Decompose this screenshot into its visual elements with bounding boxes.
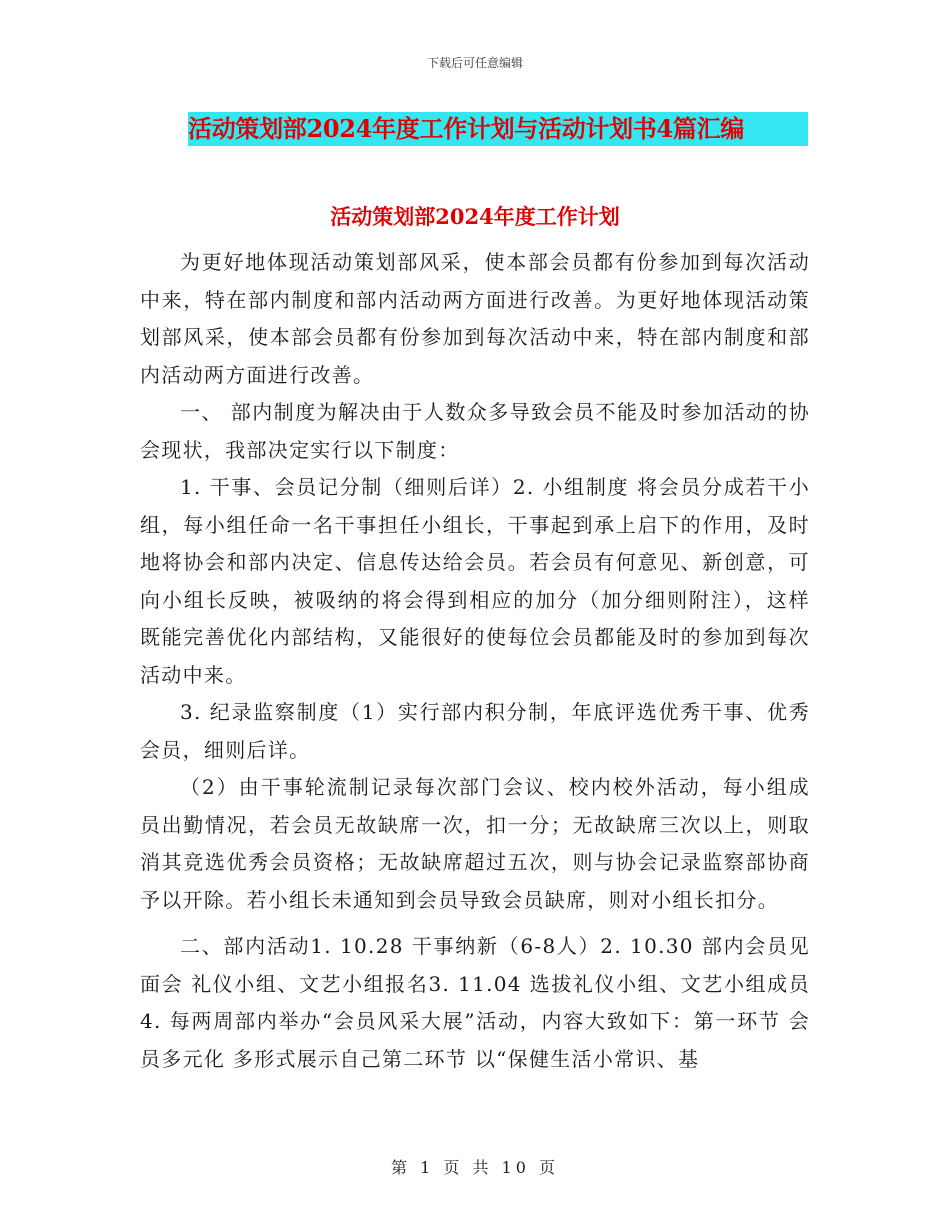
page-footer: 第 1 页 共 10 页 <box>391 1158 559 1177</box>
paragraph-rules: 1. 干事、会员记分制（细则后详）2. 小组制度 将会员分成若干小组，每小组任命一名干事担任小组长，干事起到承上启下的作用，及时地将协会和部内决定、信息传达给会员。若会员有何意见、新创意，可向小组长反映，被吸纳的将会得到相应的加分（加分细则附注），这样既能完善优化内部结构，又能很好的使每位会员都能及时的参加到每次活动中来。 <box>140 475 810 687</box>
paragraph-activities: 二、部内活动1. 10.28 干事纳新（6-8人）2. 10.30 部内会员见面会 礼仪小组、文艺小组报名3. 11.04 选拔礼仪小组、文艺小组成员4. 每两周部内举办“会员风采大展”活动，内容大致如下：第一环节 会员多元化 多形式展示自己第二环节 以“保健生活小常识、基 <box>140 934 810 1071</box>
paragraph-intro: 为更好地体现活动策划部风采，使本部会员都有份参加到每次活动中来，特在部内制度和部内活动两方面进行改善。为更好地体现活动策划部风采，使本部会员都有份参加到每次活动中来，特在部内制度和部内活动两方面进行改善。 <box>140 250 810 387</box>
section-title: 活动策划部2024年度工作计划 <box>330 204 620 229</box>
document-body <box>140 244 810 1078</box>
paragraph-section-one: 一、 部内制度为解决由于人数众多导致会员不能及时参加活动的协会现状，我部决定实行以下制度： <box>140 400 810 462</box>
paragraph-attendance: （2）由干事轮流制记录每次部门会议、校内校外活动，每小组成员出勤情况，若会员无故缺席一次，扣一分；无故缺席三次以上，则取消其竞选优秀会员资格；无故缺席超过五次，则与协会记录监察部协商予以开除。若小组长未通知到会员导致会员缺席，则对小组长扣分。 <box>140 775 810 912</box>
main-title-highlight <box>188 112 808 146</box>
paragraph-supervision: 3. 纪录监察制度（1）实行部内积分制，年底评选优秀干事、优秀会员，细则后详。 <box>140 700 810 762</box>
main-title: 活动策划部2024年度工作计划与活动计划书4篇汇编 <box>188 114 744 143</box>
header-note: 下载后可任意编辑 <box>426 56 523 70</box>
